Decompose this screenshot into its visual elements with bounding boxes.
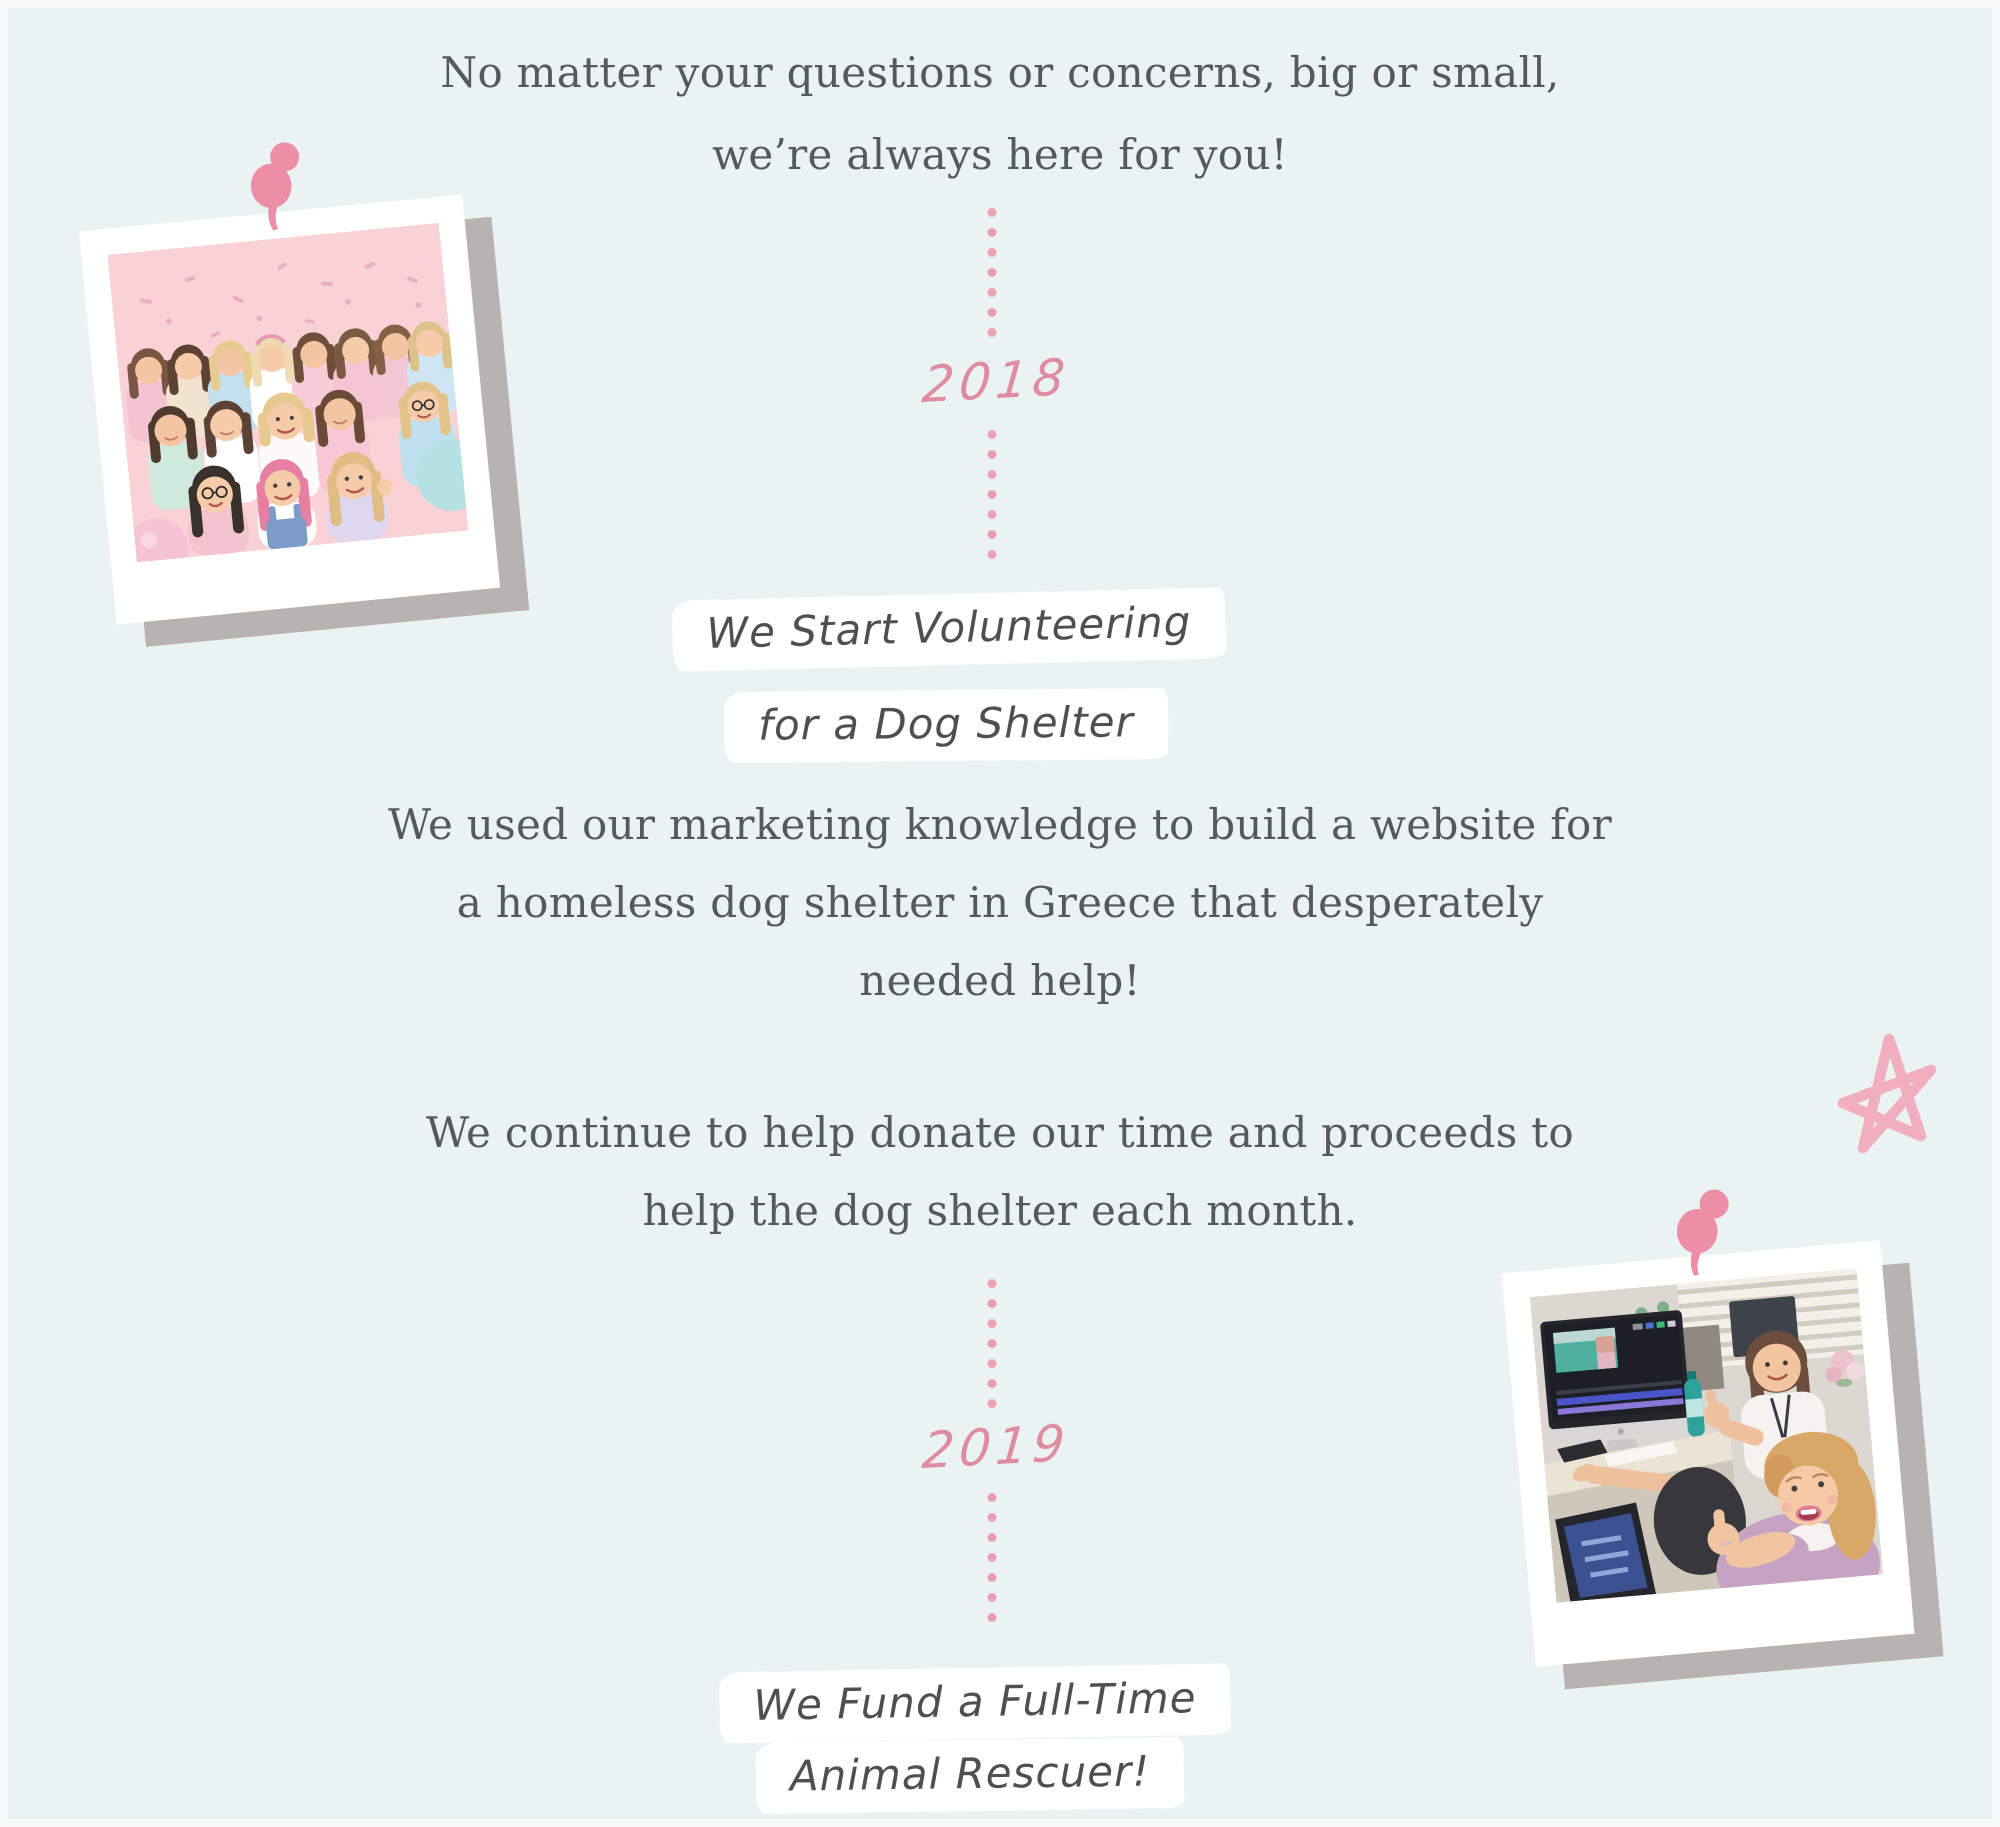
year-2019-label: 2019	[919, 1413, 1073, 1481]
team-photo-polaroid	[79, 194, 500, 624]
heading-2019-line-2: Animal Rescuer!	[755, 1737, 1184, 1814]
timeline-dot	[988, 1533, 997, 1542]
intro-text-line-1: No matter your questions or concerns, big or small,	[440, 48, 1560, 97]
timeline-dot	[988, 328, 997, 337]
timeline-dot	[988, 450, 997, 459]
paragraph-2018-line-3: needed help!	[859, 956, 1141, 1005]
heading-2018-line-1: We Start Volunteering	[672, 587, 1226, 671]
timeline-dot	[988, 1379, 997, 1388]
timeline-dot	[988, 1279, 997, 1288]
timeline-dot	[988, 510, 997, 519]
paragraph-2018b-line-1: We continue to help donate our time and proceeds to	[425, 1108, 1575, 1157]
team-group-photo	[107, 223, 468, 562]
timeline-dots	[988, 430, 997, 559]
star-doodle-icon	[1833, 1026, 1947, 1160]
pushpin-icon	[1672, 1185, 1735, 1280]
paragraph-2018-line-2: a homeless dog shelter in Greece that desperately	[456, 878, 1544, 927]
timeline-dots	[988, 1493, 997, 1622]
timeline-dot	[988, 268, 997, 277]
paragraph-2018-line-1: We used our marketing knowledge to build a website for	[387, 800, 1613, 849]
heading-2018-line-2: for a Dog Shelter	[724, 688, 1168, 763]
office-photo-polaroid	[1502, 1240, 1915, 1667]
timeline-dot	[988, 1399, 997, 1408]
timeline-dot	[988, 248, 997, 257]
timeline-dot	[988, 1339, 997, 1348]
paragraph-2018b-line-2: help the dog shelter each month.	[642, 1186, 1358, 1235]
timeline-dot	[988, 208, 997, 217]
timeline-dot	[988, 1319, 997, 1328]
timeline-dot	[988, 288, 997, 297]
office-thumbs-up-photo	[1530, 1268, 1884, 1602]
intro-text-line-2: we’re always here for you!	[712, 130, 1288, 179]
timeline-dot	[988, 1553, 997, 1562]
timeline-dot	[988, 1299, 997, 1308]
timeline-dot	[988, 1493, 997, 1502]
timeline-dot	[988, 470, 997, 479]
polaroid-frame	[79, 194, 500, 624]
timeline-dots	[988, 208, 997, 337]
timeline-dot	[988, 308, 997, 317]
office-photo-illustration	[1530, 1268, 1884, 1602]
year-2018-label: 2018	[919, 347, 1073, 415]
timeline-dot	[988, 530, 997, 539]
timeline-dot	[988, 1359, 997, 1368]
timeline-dot	[988, 1593, 997, 1602]
team-group-photo-illustration	[107, 223, 468, 562]
timeline-dot	[988, 550, 997, 559]
heading-2019-line-1: We Fund a Full-Time	[719, 1664, 1231, 1744]
timeline-dot	[988, 1513, 997, 1522]
timeline-dot	[988, 1613, 997, 1622]
timeline-dot	[988, 430, 997, 439]
pushpin-icon	[245, 138, 309, 234]
timeline-dots	[988, 1279, 997, 1408]
timeline-dot	[988, 228, 997, 237]
timeline-dot	[988, 490, 997, 499]
polaroid-frame	[1502, 1240, 1915, 1667]
timeline-dot	[988, 1573, 997, 1582]
